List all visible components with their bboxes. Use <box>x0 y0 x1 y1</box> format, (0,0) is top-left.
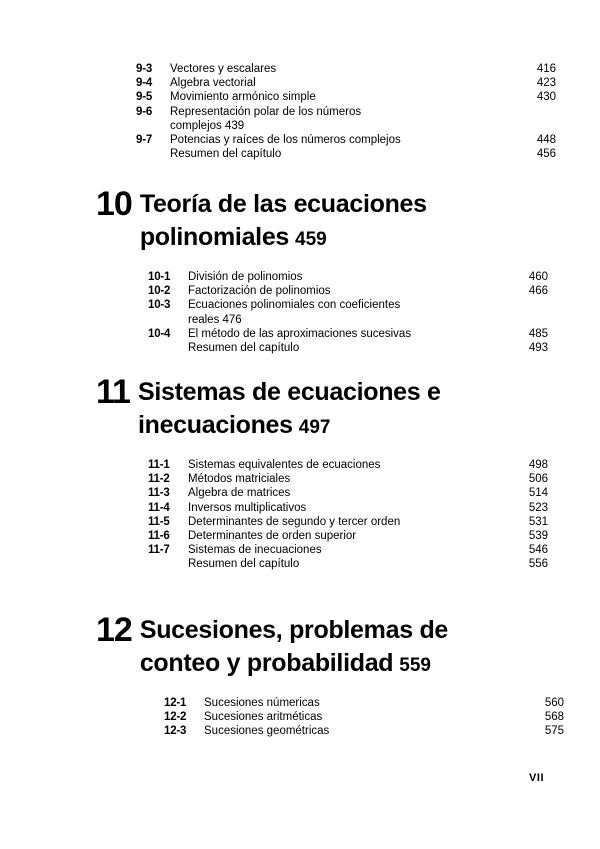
toc-entry <box>164 696 564 710</box>
toc-entry <box>136 62 556 76</box>
entry-title: Sistemas de inecuaciones <box>188 544 322 557</box>
chapter-title-line-1: Sucesiones, problemas de <box>139 616 449 644</box>
chapter-heading <box>96 186 536 256</box>
chapter-block-12 <box>96 611 564 739</box>
entry-title: El método de las aproximaciones sucesivas <box>188 327 412 340</box>
chapter-page: 559 <box>399 655 431 676</box>
entry-number: 11-4 <box>148 501 170 514</box>
toc-entry <box>148 472 548 486</box>
toc-entry <box>148 270 548 284</box>
toc-entry <box>136 76 556 90</box>
entry-title: Sucesiones geométricas <box>204 725 330 738</box>
entry-number: 12-2 <box>164 711 187 724</box>
toc-entry <box>136 90 556 104</box>
chapter-block-11 <box>96 373 548 572</box>
chapter-title-line-2-text: inecuaciones <box>137 411 293 439</box>
entry-title: Inversos multiplicativos <box>188 501 307 514</box>
entry-page: 430 <box>536 91 556 104</box>
entry-title: Potencias y raíces de los números complejos <box>170 134 401 147</box>
entry-number: 9-5 <box>136 91 153 104</box>
toc-entry <box>148 543 548 557</box>
entry-title: Ecuaciones polinomiales con coeficientes <box>188 299 401 312</box>
entry-page: 498 <box>528 459 548 471</box>
entry-page: 539 <box>528 530 548 543</box>
chapter-title <box>140 612 448 682</box>
entry-number: 11-1 <box>148 459 170 471</box>
chapter-9-continued-entries <box>136 62 556 161</box>
entry-page: 560 <box>544 697 564 709</box>
entry-page: 485 <box>528 327 548 340</box>
chapter-entries <box>148 270 548 355</box>
entry-number: 10-2 <box>148 285 171 298</box>
chapter-number: 10 <box>96 185 132 223</box>
entry-number: 11-6 <box>148 530 170 543</box>
toc-entry-list <box>164 696 564 739</box>
entry-title: Métodos matriciales <box>188 473 291 486</box>
entry-number: 11-3 <box>148 487 170 500</box>
entry-title: Factorización de polinomios <box>188 285 331 298</box>
entry-title-continuation: complejos 439 <box>170 119 245 132</box>
toc-entry <box>148 284 548 298</box>
entry-page: 514 <box>528 487 548 500</box>
toc-entry <box>148 341 548 355</box>
entry-title: Sistemas equivalentes de ecuaciones <box>188 459 381 471</box>
page-folio: VII <box>529 772 544 784</box>
entry-number: 11-7 <box>148 544 170 557</box>
entry-title: Sucesiones aritméticas <box>204 711 323 724</box>
chapter-number: 11 <box>96 373 130 411</box>
chapter-heading <box>96 374 536 444</box>
chapter-entries <box>148 458 548 572</box>
entry-number: 10-3 <box>148 299 171 312</box>
toc-entry-list <box>136 62 556 161</box>
entry-title: Algebra vectorial <box>170 77 256 90</box>
entry-page: 523 <box>528 501 548 514</box>
entry-page: 568 <box>544 711 564 724</box>
entry-number: 9-4 <box>136 77 153 90</box>
entry-page: 456 <box>536 148 556 161</box>
entry-page: 531 <box>528 515 548 528</box>
entry-title: Sucesiones númericas <box>204 697 320 709</box>
toc-entry <box>136 147 556 161</box>
entry-page: 546 <box>528 544 548 557</box>
entry-page: 460 <box>528 271 548 283</box>
chapter-heading <box>96 612 536 682</box>
entry-number: 12-1 <box>164 697 187 709</box>
chapter-title-line-2 <box>140 221 427 256</box>
entry-title-continuation: reales 476 <box>188 313 242 326</box>
entry-title: División de polinomios <box>188 271 303 283</box>
entry-page: 575 <box>544 725 564 738</box>
toc-entry <box>136 133 556 147</box>
entry-page: 493 <box>528 342 548 355</box>
chapter-page: 497 <box>298 417 331 438</box>
chapter-block-10 <box>96 185 548 355</box>
entry-title: Representación polar de los números <box>170 105 362 118</box>
chapter-title-line-1: Teoría de las ecuaciones <box>139 190 427 218</box>
toc-entry <box>148 515 548 529</box>
entry-number: 12-3 <box>164 725 187 738</box>
toc-entry-list <box>148 270 548 355</box>
toc-entry <box>148 486 548 500</box>
chapter-title-line-2 <box>138 409 441 444</box>
chapter-title <box>138 374 441 444</box>
chapter-title-line-2 <box>140 647 448 682</box>
toc-entry <box>136 105 556 133</box>
entry-number: 10-1 <box>148 271 171 283</box>
entry-page: 466 <box>528 285 548 298</box>
entry-number: 9-7 <box>136 134 153 147</box>
toc-entry <box>164 724 564 738</box>
toc-entry <box>164 710 564 724</box>
chapter-title-line-2-text: polinomiales <box>139 223 290 251</box>
chapter-title-line-2-text: conteo y probabilidad <box>139 649 394 677</box>
entry-title: Algebra de matrices <box>188 487 291 500</box>
entry-title: Vectores y escalares <box>170 63 277 75</box>
entry-number: 10-4 <box>148 327 171 340</box>
entry-title: Resumen del capítulo <box>170 148 282 161</box>
entry-page: 416 <box>536 63 556 75</box>
entry-title: Movimiento armónico simple <box>170 91 316 104</box>
toc-entry-list <box>148 458 548 572</box>
entry-page: 448 <box>536 134 556 147</box>
chapter-entries <box>164 696 564 739</box>
toc-entry <box>148 501 548 515</box>
entry-page: 556 <box>528 558 548 571</box>
entry-page: 423 <box>536 77 556 90</box>
toc-entry <box>148 557 548 571</box>
toc-entry <box>148 327 548 341</box>
chapter-number: 12 <box>96 611 132 649</box>
entry-title: Resumen del capítulo <box>188 558 300 571</box>
entry-title: Resumen del capítulo <box>188 342 300 355</box>
toc-entry <box>148 458 548 472</box>
chapter-page: 459 <box>295 229 327 250</box>
entry-number: 11-5 <box>148 515 170 528</box>
chapter-title-line-1: Sistemas de ecuaciones e <box>137 378 441 406</box>
toc-entry <box>148 298 548 326</box>
entry-title: Determinantes de orden superior <box>188 530 357 543</box>
entry-number: 9-3 <box>136 63 153 75</box>
chapter-title <box>140 186 427 256</box>
entry-page: 506 <box>528 473 548 486</box>
toc-entry <box>148 529 548 543</box>
entry-title: Determinantes de segundo y tercer orden <box>188 515 401 528</box>
entry-number: 11-2 <box>148 473 170 486</box>
entry-number: 9-6 <box>136 105 153 118</box>
